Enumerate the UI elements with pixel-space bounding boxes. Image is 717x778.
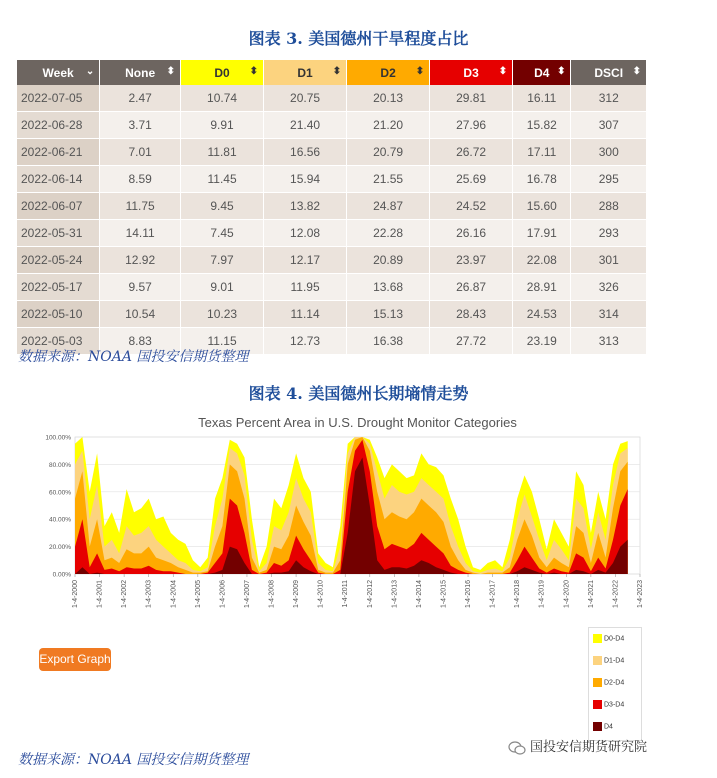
sort-icon[interactable]: ⌄ <box>85 66 95 77</box>
column-header-label: DSCI <box>594 65 624 80</box>
value-cell: 293 <box>571 220 647 247</box>
value-cell: 8.83 <box>100 328 181 355</box>
value-cell: 8.59 <box>100 166 181 193</box>
column-header-none[interactable] <box>100 60 181 85</box>
value-cell: 295 <box>571 166 647 193</box>
table-row <box>17 139 647 166</box>
value-cell: 10.23 <box>181 301 264 328</box>
sort-icon[interactable]: ⬍ <box>249 66 259 77</box>
legend-label: D0-D4 <box>604 635 625 643</box>
value-cell: 23.19 <box>513 328 571 355</box>
value-cell: 28.91 <box>513 274 571 301</box>
x-tick-label: 1-4-2016 <box>465 580 473 609</box>
value-cell: 312 <box>571 85 647 112</box>
x-tick-label: 1-4-2013 <box>391 580 399 609</box>
value-cell: 2.47 <box>100 85 181 112</box>
legend-label: D3-D4 <box>604 701 625 709</box>
week-cell: 2022-07-05 <box>17 85 100 112</box>
value-cell: 24.53 <box>513 301 571 328</box>
y-tick-label: 40.00% <box>48 516 71 524</box>
value-cell: 11.14 <box>264 301 347 328</box>
value-cell: 11.15 <box>181 328 264 355</box>
chart-legend <box>588 627 642 741</box>
value-cell: 16.78 <box>513 166 571 193</box>
value-cell: 24.52 <box>430 193 513 220</box>
week-cell: 2022-05-24 <box>17 247 100 274</box>
x-tick-label: 1-4-2020 <box>563 580 571 609</box>
value-cell: 313 <box>571 328 647 355</box>
column-header-label: Week <box>42 65 74 80</box>
value-cell: 26.87 <box>430 274 513 301</box>
table-row <box>17 247 647 274</box>
value-cell: 11.81 <box>181 139 264 166</box>
column-header-dsci[interactable] <box>571 60 647 85</box>
column-header-label: D4 <box>534 65 550 80</box>
value-cell: 9.01 <box>181 274 264 301</box>
value-cell: 307 <box>571 112 647 139</box>
x-tick-label: 1-4-2004 <box>170 580 178 609</box>
legend-item[interactable] <box>593 700 624 709</box>
value-cell: 27.96 <box>430 112 513 139</box>
x-tick-label: 1-4-2012 <box>366 580 374 609</box>
value-cell: 314 <box>571 301 647 328</box>
value-cell: 26.72 <box>430 139 513 166</box>
sort-icon[interactable]: ⬍ <box>166 66 176 77</box>
value-cell: 9.57 <box>100 274 181 301</box>
value-cell: 27.72 <box>430 328 513 355</box>
legend-swatch <box>593 722 602 731</box>
x-tick-label: 1-4-2000 <box>72 580 79 609</box>
value-cell: 12.92 <box>100 247 181 274</box>
x-tick-label: 1-4-2019 <box>538 580 546 609</box>
x-tick-label: 1-4-2006 <box>219 580 227 609</box>
value-cell: 20.75 <box>264 85 347 112</box>
legend-swatch <box>593 634 602 643</box>
value-cell: 13.68 <box>347 274 430 301</box>
value-cell: 16.11 <box>513 85 571 112</box>
table-row <box>17 301 647 328</box>
source-note: 数据来源：NOAA 国投安信期货整理 <box>18 349 249 365</box>
value-cell: 17.91 <box>513 220 571 247</box>
legend-item[interactable] <box>593 634 624 643</box>
value-cell: 15.13 <box>347 301 430 328</box>
value-cell: 7.45 <box>181 220 264 247</box>
value-cell: 15.94 <box>264 166 347 193</box>
value-cell: 12.08 <box>264 220 347 247</box>
value-cell: 326 <box>571 274 647 301</box>
y-tick-label: 60.00% <box>48 489 71 497</box>
week-cell: 2022-06-07 <box>17 193 100 220</box>
x-tick-label: 1-4-2023 <box>637 580 644 609</box>
value-cell: 301 <box>571 247 647 274</box>
value-cell: 25.69 <box>430 166 513 193</box>
drought-table <box>17 60 647 355</box>
drought-area-chart <box>30 405 650 625</box>
column-header-label: D1 <box>297 65 313 80</box>
x-tick-label: 1-4-2017 <box>489 580 497 609</box>
legend-item[interactable] <box>593 656 624 665</box>
value-cell: 23.97 <box>430 247 513 274</box>
legend-swatch <box>593 678 602 687</box>
table-row <box>17 85 647 112</box>
x-tick-label: 1-4-2003 <box>145 580 153 609</box>
value-cell: 15.82 <box>513 112 571 139</box>
column-header-label: D3 <box>463 65 479 80</box>
column-header-d3[interactable] <box>430 60 513 85</box>
x-tick-label: 1-4-2010 <box>317 580 325 609</box>
value-cell: 11.75 <box>100 193 181 220</box>
value-cell: 288 <box>571 193 647 220</box>
week-cell: 2022-05-03 <box>17 328 100 355</box>
week-cell: 2022-06-28 <box>17 112 100 139</box>
value-cell: 26.16 <box>430 220 513 247</box>
value-cell: 9.45 <box>181 193 264 220</box>
figure-3-title: 图表 3. 美国德州干旱程度占比 <box>248 29 469 48</box>
column-header-week[interactable] <box>17 60 100 85</box>
value-cell: 21.40 <box>264 112 347 139</box>
figure-4-title: 图表 4. 美国德州长期墒情走势 <box>248 384 469 403</box>
legend-label: D1-D4 <box>604 657 625 665</box>
value-cell: 16.38 <box>347 328 430 355</box>
value-cell: 20.89 <box>347 247 430 274</box>
value-cell: 12.17 <box>264 247 347 274</box>
value-cell: 11.45 <box>181 166 264 193</box>
value-cell: 12.73 <box>264 328 347 355</box>
value-cell: 15.60 <box>513 193 571 220</box>
value-cell: 22.28 <box>347 220 430 247</box>
x-tick-label: 1-4-2001 <box>96 580 104 609</box>
sort-icon[interactable]: ⬍ <box>415 66 425 77</box>
sort-icon[interactable]: ⬍ <box>557 66 566 77</box>
watermark-text: 国投安信期货研究院 <box>530 740 648 755</box>
x-tick-label: 1-4-2018 <box>514 580 522 609</box>
table-row <box>17 112 647 139</box>
value-cell: 300 <box>571 139 647 166</box>
x-tick-label: 1-4-2014 <box>415 580 423 609</box>
x-tick-label: 1-4-2002 <box>121 580 129 609</box>
x-tick-label: 1-4-2008 <box>268 580 276 609</box>
sort-icon[interactable]: ⬍ <box>332 66 342 77</box>
table-row <box>17 274 647 301</box>
value-cell: 3.71 <box>100 112 181 139</box>
value-cell: 17.11 <box>513 139 571 166</box>
value-cell: 20.79 <box>347 139 430 166</box>
x-tick-label: 1-4-2015 <box>440 580 448 609</box>
table-header-row <box>17 60 647 85</box>
value-cell: 10.54 <box>100 301 181 328</box>
week-cell: 2022-05-17 <box>17 274 100 301</box>
legend-swatch <box>593 656 602 665</box>
value-cell: 16.56 <box>264 139 347 166</box>
week-cell: 2022-06-21 <box>17 139 100 166</box>
value-cell: 14.11 <box>100 220 181 247</box>
wechat-watermark <box>508 736 647 755</box>
legend-label: D4 <box>604 723 613 731</box>
week-cell: 2022-06-14 <box>17 166 100 193</box>
x-tick-label: 1-4-2011 <box>342 580 350 608</box>
value-cell: 29.81 <box>430 85 513 112</box>
export-graph-button[interactable]: Export Graph <box>39 648 111 671</box>
legend-swatch <box>593 700 602 709</box>
y-tick-label: 0.00% <box>52 571 71 579</box>
source-note-2: 数据来源：NOAA 国投安信期货整理 <box>18 752 249 768</box>
value-cell: 20.13 <box>347 85 430 112</box>
sort-icon[interactable]: ⬍ <box>632 66 641 77</box>
value-cell: 10.74 <box>181 85 264 112</box>
week-cell: 2022-05-10 <box>17 301 100 328</box>
value-cell: 11.95 <box>264 274 347 301</box>
wechat-icon <box>508 741 526 755</box>
table-row <box>17 193 647 220</box>
x-tick-label: 1-4-2007 <box>243 580 251 609</box>
table-row <box>17 220 647 247</box>
sort-icon[interactable]: ⬍ <box>498 66 508 77</box>
legend-item[interactable] <box>593 678 624 687</box>
x-tick-label: 1-4-2022 <box>612 580 620 609</box>
column-header-d0[interactable] <box>181 60 264 85</box>
legend-label: D2-D4 <box>604 679 625 687</box>
y-tick-label: 100.00% <box>45 434 71 442</box>
value-cell: 24.87 <box>347 193 430 220</box>
value-cell: 9.91 <box>181 112 264 139</box>
legend-item[interactable] <box>593 722 613 731</box>
column-header-label: D0 <box>214 65 230 80</box>
column-header-d2[interactable] <box>347 60 430 85</box>
y-tick-label: 20.00% <box>48 544 71 552</box>
column-header-label: None <box>125 65 156 80</box>
table-body <box>17 85 647 355</box>
value-cell: 21.55 <box>347 166 430 193</box>
chart-title: Texas Percent Area in U.S. Drought Monitor Categories <box>198 415 517 430</box>
x-tick-label: 1-4-2005 <box>194 580 202 609</box>
column-header-label: D2 <box>380 65 396 80</box>
value-cell: 13.82 <box>264 193 347 220</box>
column-header-d1[interactable] <box>264 60 347 85</box>
value-cell: 22.08 <box>513 247 571 274</box>
y-tick-label: 80.00% <box>48 461 71 469</box>
table-row <box>17 166 647 193</box>
value-cell: 21.20 <box>347 112 430 139</box>
column-header-d4[interactable] <box>513 60 571 85</box>
week-cell: 2022-05-31 <box>17 220 100 247</box>
value-cell: 7.97 <box>181 247 264 274</box>
value-cell: 28.43 <box>430 301 513 328</box>
x-tick-label: 1-4-2009 <box>293 580 301 609</box>
x-tick-label: 1-4-2021 <box>587 580 595 609</box>
value-cell: 7.01 <box>100 139 181 166</box>
